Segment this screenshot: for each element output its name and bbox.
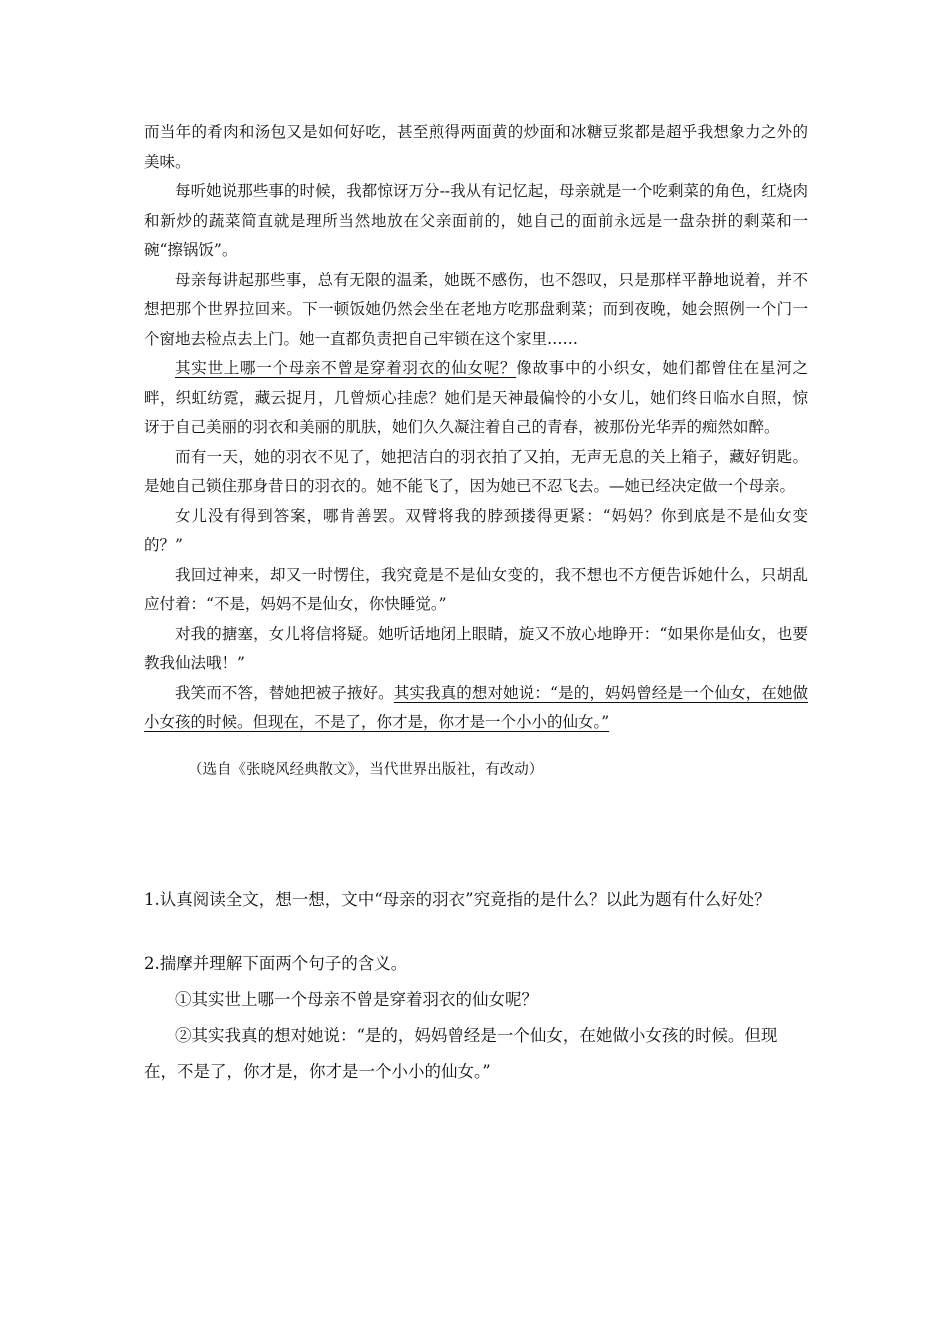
- passage-paragraph-6: 女儿没有得到答案，哪肯善罢。双臂将我的脖颈搂得更紧：“妈妈？你到底是不是仙女变的？”: [144, 506, 808, 554]
- passage-paragraph-3: 母亲每讲起那些事，总有无限的温柔，她既不感伤，也不怨叹，只是那样平静地说着，并不想把那个世界拉回来。下一顿饭她仍然会坐在老地方吃那盘剩菜；而到夜晚，她会照例一个门一个窗地去检点去上门。她一直都负责把自己牢锁在这个家里……: [144, 270, 808, 348]
- paragraph-4-rest: 像故事中的小织女，她们都曾住在星河之畔，织虹纺霓，藏云捉月，几曾烦心挂虑？她们是天神最偏怜的小女儿，她们终日临水自照，惊讶于自己美丽的羽衣和美丽的肌肤，她们久久凝注着自己的青春，被那份光华弄的痴然如醉。: [144, 359, 808, 436]
- question-2-sentence-1: ①其实世上哪一个母亲不曾是穿着羽衣的仙女呢？: [175, 989, 538, 1009]
- underlined-sentence-1: 其实世上哪一个母亲不曾是穿着羽衣的仙女呢？: [175, 359, 517, 377]
- passage-paragraph-1: 而当年的肴肉和汤包又是如何好吃，甚至煎得两面黄的炒面和冰糖豆浆都是超乎我想象力之外的美味。: [144, 123, 808, 171]
- underlined-sentence-2: 其实我真的想对她说：“是的，妈妈曾经是一个仙女，在她做小女孩的时候。但现在，不是了，你才是，你才是一个小小的仙女。”: [144, 683, 808, 731]
- passage-paragraph-4: [144, 354, 808, 443]
- paragraph-9-plain: 我笑而不答，替她把被子掖好。: [175, 683, 394, 702]
- question-1: 1.认真阅读全文，想一想，文中“母亲的羽衣”究竟指的是什么？以此为题有什么好处？: [144, 889, 771, 909]
- passage-paragraph-2: 每听她说那些事的时候，我都惊讶万分--我从有记忆起，母亲就是一个吃剩菜的角色，红烧肉和新炒的蔬菜简直就是理所当然地放在父亲面前的，她自己的面前永远是一盘杂拼的剩菜和一碗“擦锅饭”。: [144, 182, 808, 259]
- question-2: 2.揣摩并理解下面两个句子的含义。: [144, 953, 408, 973]
- passage-paragraph-8: 对我的搪塞，女儿将信将疑。她听话地闭上眼睛，旋又不放心地睁开：“如果你是仙女，也要教我仙法哦！”: [144, 624, 808, 672]
- passage-paragraph-9: [144, 679, 808, 738]
- passage-paragraph-7: 我回过神来，却又一时愣住，我究竟是不是仙女变的，我不想也不方便告诉她什么，只胡乱应付着：“不是，妈妈不是仙女，你快睡觉。”: [144, 565, 808, 613]
- passage-paragraph-5: 而有一天，她的羽衣不见了，她把洁白的羽衣拍了又拍，无声无息的关上箱子，藏好钥匙。是她自己锁住那身昔日的羽衣的。她不能飞了，因为她已不忍飞去。—她已经决定做一个母亲。: [144, 447, 808, 495]
- document-page: [144, 118, 808, 1090]
- source-citation: （选自《张晓风经典散文》，当代世界出版社，有改动）: [188, 761, 544, 778]
- question-2-sentence-2: ②其实我真的想对她说：“是的，妈妈曾经是一个仙女，在她做小女孩的时候。但现在，不是了，你才是，你才是一个小小的仙女。”: [144, 1025, 778, 1081]
